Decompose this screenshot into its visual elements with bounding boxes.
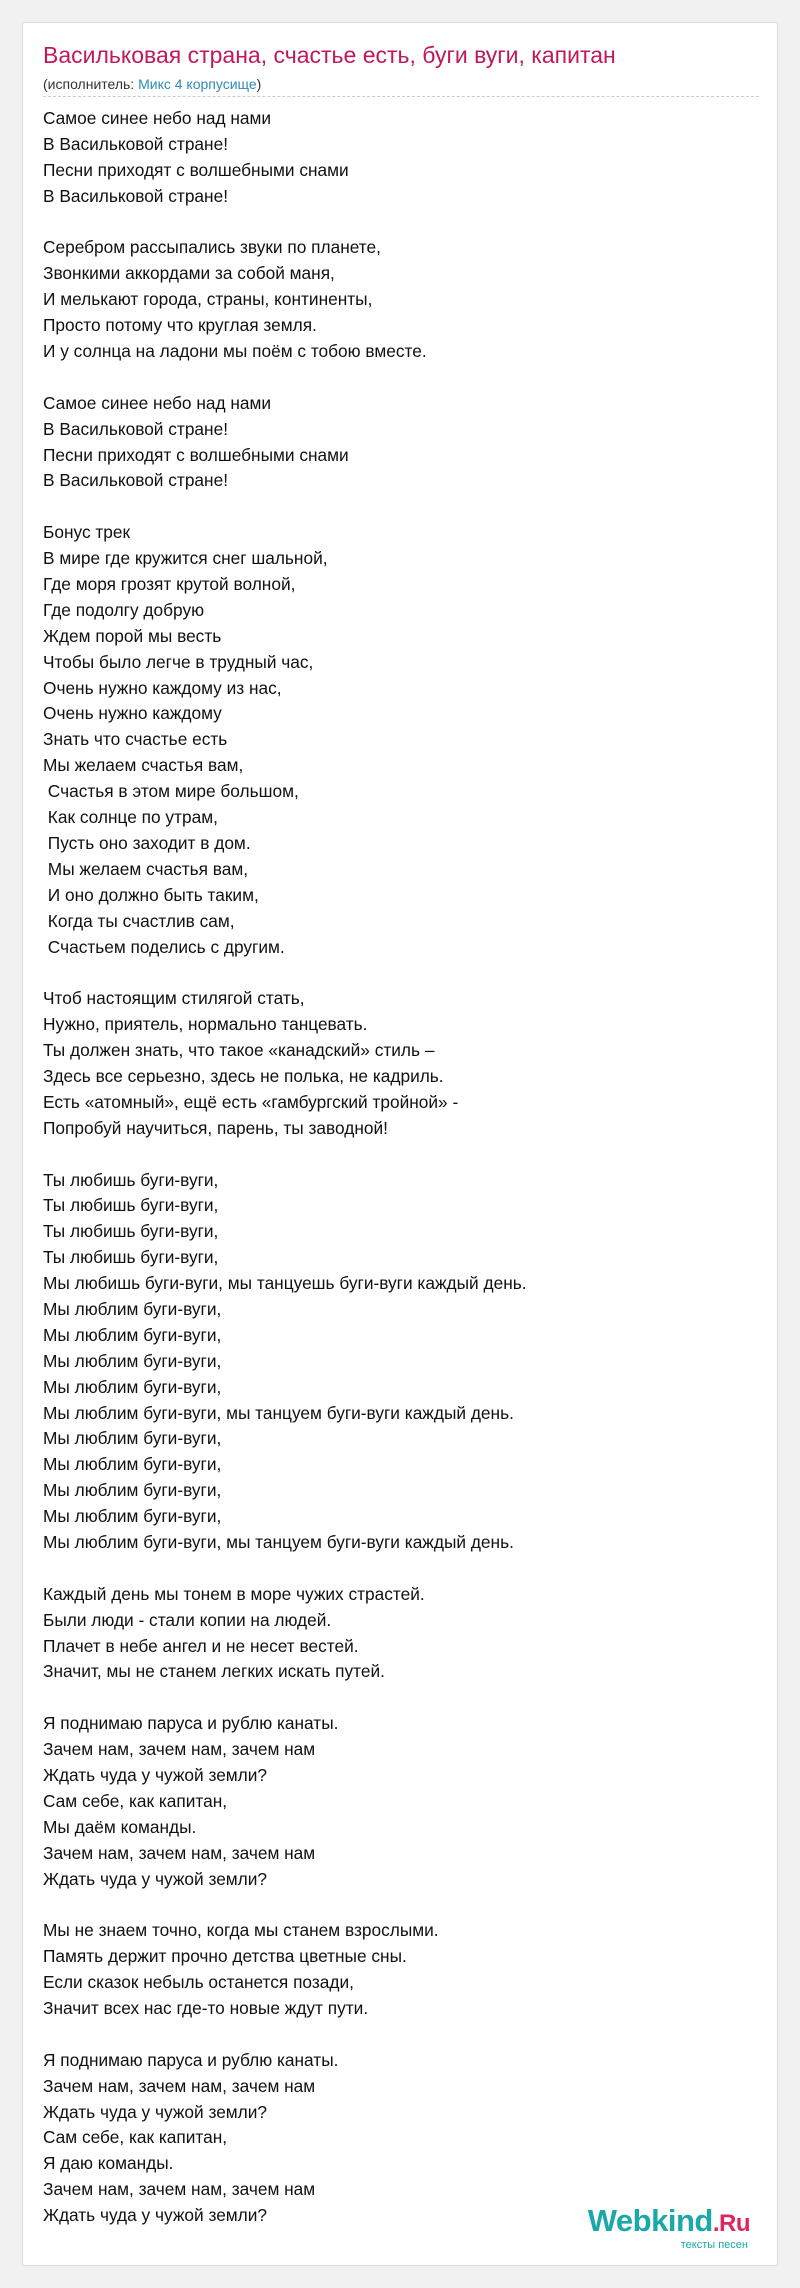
song-title: Васильковая страна, счастье есть, буги вуги, капитан xyxy=(43,42,616,68)
lyric-line: В Васильковой стране! xyxy=(43,418,228,439)
lyric-line: И мелькают города, страны, континенты, xyxy=(43,289,373,310)
lyric-line: Мы не знаем точно, когда мы станем взрослыми. xyxy=(43,1920,439,1941)
lyric-line: Очень нужно каждому из нас, xyxy=(43,677,282,698)
lyric-line: Знать что счастье есть xyxy=(43,729,228,750)
lyric-line: Были люди - стали копии на людей. xyxy=(43,1609,332,1630)
lyric-line: Здесь все серьезно, здесь не полька, не кадриль. xyxy=(43,1065,444,1086)
lyric-line: Ты любишь буги-вуги, xyxy=(43,1247,219,1268)
lyric-line: Мы люблим буги-вуги, xyxy=(43,1454,222,1475)
lyric-line: Счастьем поделись с другим. xyxy=(43,936,285,957)
lyric-line: Мы люблим буги-вуги, xyxy=(43,1480,222,1501)
lyric-line: Мы люблим буги-вуги, xyxy=(43,1428,222,1449)
lyric-line: Зачем нам, зачем нам, зачем нам xyxy=(43,2075,316,2096)
lyric-blank-line xyxy=(43,2022,759,2048)
artist-prefix: (исполнитель: xyxy=(43,76,139,92)
lyric-line: Ждать чуда у чужой земли? xyxy=(43,2205,268,2226)
lyric-blank-line xyxy=(43,1685,759,1711)
lyric-line: Мы люблим буги-вуги, xyxy=(43,1324,222,1345)
lyric-line: Ждать чуда у чужой земли? xyxy=(43,2101,268,2122)
artist-line xyxy=(43,75,759,97)
lyric-blank-line xyxy=(43,494,759,520)
lyric-line: Я поднимаю паруса и рублю канаты. xyxy=(43,2049,339,2070)
lyric-line: Пусть оно заходит в дом. xyxy=(43,832,251,853)
lyric-line: Ждать чуда у чужой земли? xyxy=(43,1765,268,1785)
lyric-line: Каждый день мы тонем в море чужих страстей. xyxy=(43,1583,425,1604)
lyric-line: В Васильковой стране! xyxy=(43,185,228,206)
lyric-line: Мы люблим буги-вуги, xyxy=(43,1376,222,1397)
artist-link[interactable]: Микс 4 корпусище xyxy=(138,76,257,92)
lyric-line: Мы желаем счастья вам, xyxy=(43,858,249,879)
lyric-line: Когда ты счастлив сам, xyxy=(43,910,235,931)
lyric-line: Мы желаем счастья вам, xyxy=(43,755,244,776)
lyric-line: Плачет в небе ангел и не несет вестей. xyxy=(43,1635,359,1656)
lyric-line: Очень нужно каждому xyxy=(43,703,222,724)
lyric-line: Где моря грозят крутой волной, xyxy=(43,574,296,595)
lyric-line: Нужно, приятель, нормально танцевать. xyxy=(43,1014,368,1035)
lyric-line: Счастья в этом мире большом, xyxy=(43,781,299,802)
lyric-blank-line xyxy=(43,1556,759,1582)
lyric-line: Звонкими аккордами за собой маня, xyxy=(43,263,335,284)
logo-tld: .Ru xyxy=(712,2210,750,2237)
site-logo[interactable] xyxy=(588,2204,750,2251)
lyric-line: Я поднимаю паруса и рублю канаты. xyxy=(43,1713,339,1734)
lyric-line: Чтоб настоящим стилягой стать, xyxy=(43,988,305,1009)
lyric-line: Зачем нам, зачем нам, зачем нам xyxy=(43,1842,316,1863)
lyric-line: В мире где кружится снег шальной, xyxy=(43,548,328,569)
lyric-line: Мы даём команды. xyxy=(43,1816,197,1837)
lyric-blank-line xyxy=(43,210,759,236)
lyric-line: Где подолгу добрую xyxy=(43,599,205,620)
lyric-line: Песни приходят с волшебными снами xyxy=(43,444,349,465)
lyric-line: Мы люблим буги-вуги, мы танцуем буги-вуги каждый день. xyxy=(43,1531,514,1552)
lyric-line: Как солнце по утрам, xyxy=(43,807,218,828)
logo-name: Webkind xyxy=(587,2203,713,2238)
lyric-line: Сам себе, как капитан, xyxy=(43,2127,228,2148)
artist-suffix: ) xyxy=(256,76,262,92)
lyric-line: Мы люблим буги-вуги, xyxy=(43,1298,222,1319)
lyric-line: Ждать чуда у чужой земли? xyxy=(43,1868,268,1889)
lyric-line: Ждем порой мы весть xyxy=(43,625,222,646)
lyric-line: Попробуй научиться, парень, ты заводной! xyxy=(43,1117,388,1138)
lyric-line: Мы любишь буги-вуги, мы танцуешь буги-вуги каждый день. xyxy=(43,1273,527,1294)
lyric-blank-line xyxy=(43,365,759,391)
lyric-line: Значит всех нас где-то новые ждут пути. xyxy=(43,1998,369,2019)
lyrics-card xyxy=(22,22,778,2266)
lyric-line: Просто потому что круглая земля. xyxy=(43,315,317,336)
lyric-line: Если сказок небыль останется позади, xyxy=(43,1972,354,1993)
lyric-line: Самое синее небо над нами xyxy=(43,108,272,128)
lyric-line: Зачем нам, зачем нам, зачем нам xyxy=(43,2179,316,2200)
lyrics-body xyxy=(43,106,759,2229)
lyric-line: И у солнца на ладони мы поём с тобою вместе. xyxy=(43,341,427,362)
logo-tagline: тексты песен xyxy=(680,2239,748,2251)
lyric-line: Память держит прочно детства цветные сны. xyxy=(43,1946,407,1967)
lyric-line: В Васильковой стране! xyxy=(43,470,228,491)
lyric-line: Ты любишь буги-вуги, xyxy=(43,1221,219,1242)
lyric-line: Серебром рассыпались звуки по планете, xyxy=(43,237,381,258)
lyric-blank-line xyxy=(43,960,759,986)
lyric-line: Чтобы было легче в трудный час, xyxy=(43,651,314,672)
lyric-line: Мы люблим буги-вуги, xyxy=(43,1506,222,1527)
lyric-line: Мы люблим буги-вуги, мы танцуем буги-вуги каждый день. xyxy=(43,1402,514,1423)
lyric-line: Самое синее небо над нами xyxy=(43,392,272,413)
lyric-line: Есть «атомный», ещё есть «гамбургский тройной» - xyxy=(43,1091,459,1112)
lyric-line: Зачем нам, зачем нам, зачем нам xyxy=(43,1739,316,1760)
lyric-blank-line xyxy=(43,1142,759,1168)
lyric-line: Ты любишь буги-вуги, xyxy=(43,1169,219,1190)
lyric-line: Ты любишь буги-вуги, xyxy=(43,1195,219,1216)
lyric-line: Бонус трек xyxy=(43,522,131,543)
lyric-line: Значит, мы не станем легких искать путей. xyxy=(43,1661,385,1682)
lyric-blank-line xyxy=(43,1892,759,1918)
lyric-line: Песни приходят с волшебными снами xyxy=(43,159,349,180)
lyric-line: Ты должен знать, что такое «канадский» стиль – xyxy=(43,1040,435,1061)
lyric-line: Мы люблим буги-вуги, xyxy=(43,1350,222,1371)
lyric-line: Сам себе, как капитан, xyxy=(43,1790,228,1811)
lyric-line: И оно должно быть таким, xyxy=(43,884,259,905)
lyric-line: Я даю команды. xyxy=(43,2153,174,2174)
lyric-line: В Васильковой стране! xyxy=(43,133,228,154)
